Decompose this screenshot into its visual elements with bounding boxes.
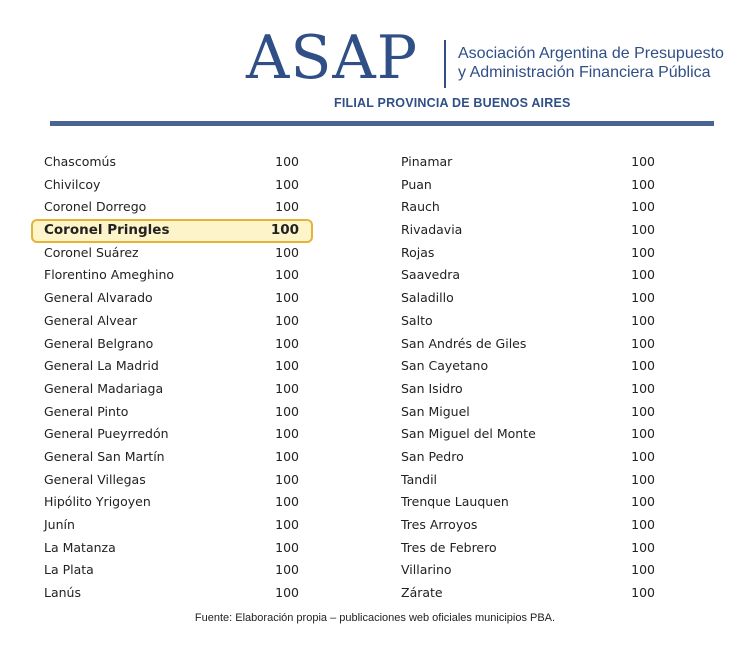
- table-row: [401, 514, 671, 537]
- score-value: 100: [631, 380, 655, 396]
- table-row: [401, 446, 671, 469]
- table-row: [401, 378, 671, 401]
- municipality-name: Junín: [44, 517, 75, 532]
- municipality-name: General San Martín: [44, 448, 165, 464]
- table-row: [401, 582, 671, 605]
- score-value: 100: [631, 562, 655, 578]
- score-value: 100: [631, 426, 655, 442]
- municipality-name: Rojas: [401, 244, 435, 260]
- municipality-name: General Alvarado: [44, 290, 153, 306]
- municipality-name: Salto: [401, 312, 433, 328]
- org-name-line1: Asociación Argentina de Presupuesto: [458, 45, 724, 62]
- score-value: 100: [275, 585, 299, 601]
- table-row: [401, 310, 671, 333]
- municipality-name: Tres de Febrero: [401, 539, 497, 555]
- table-row: [44, 401, 314, 424]
- score-value: 100: [275, 244, 299, 260]
- score-value: 100: [631, 335, 655, 351]
- table-row: [401, 401, 671, 424]
- municipality-name: General Belgrano: [44, 335, 154, 351]
- asap-logo: ASAP: [246, 23, 419, 93]
- table-row: [401, 196, 671, 219]
- municipality-name: La Matanza: [44, 539, 116, 555]
- table-row: [44, 242, 314, 265]
- table-row: [401, 242, 671, 265]
- score-value: 100: [631, 222, 655, 238]
- table-row: [401, 423, 671, 446]
- municipality-name: Hipólito Yrigoyen: [44, 494, 151, 510]
- score-value: 100: [631, 312, 655, 328]
- municipality-name: General Alvear: [44, 312, 138, 328]
- table-row: [44, 196, 314, 219]
- document-header: [0, 0, 750, 130]
- score-value: 100: [275, 176, 299, 192]
- municipality-name: General Pinto: [44, 403, 129, 419]
- table-row: [44, 219, 314, 242]
- table-row: [44, 174, 314, 197]
- table-row: [44, 514, 314, 537]
- score-value: 100: [275, 403, 299, 419]
- municipality-name: General La Madrid: [44, 358, 159, 374]
- municipality-name: Zárate: [401, 585, 443, 601]
- municipality-name: General Pueyrredón: [44, 426, 169, 442]
- municipality-name: General Villegas: [44, 471, 146, 487]
- municipality-name: La Plata: [44, 562, 94, 578]
- municipality-name: Florentino Ameghino: [44, 267, 175, 283]
- table-row: [44, 491, 314, 514]
- table-row: [44, 287, 314, 310]
- source-footnote: Fuente: Elaboración propia – publicaciones web oficiales municipios PBA.: [194, 612, 556, 624]
- municipality-name: Saladillo: [401, 290, 454, 306]
- table-row: [401, 469, 671, 492]
- score-value: 100: [631, 539, 655, 555]
- left-column: [44, 151, 314, 605]
- municipality-name: San Miguel: [401, 403, 470, 419]
- score-value: 100: [275, 267, 299, 283]
- table-row: [44, 355, 314, 378]
- filial-title: FILIAL PROVINCIA DE BUENOS AIRES: [334, 96, 571, 110]
- municipality-name: San Miguel del Monte: [401, 426, 536, 442]
- municipality-name: Chascomús: [44, 154, 116, 169]
- table-row: [401, 559, 671, 582]
- score-value: 100: [631, 199, 655, 215]
- score-value: 100: [275, 290, 299, 306]
- score-value: 100: [275, 312, 299, 328]
- table-row: [44, 559, 314, 582]
- table-row: [44, 537, 314, 560]
- score-value: 100: [275, 380, 299, 396]
- score-value: 100: [631, 471, 655, 487]
- municipality-name: Tandil: [401, 471, 438, 487]
- score-value: 100: [631, 154, 655, 169]
- score-value: 100: [631, 267, 655, 283]
- score-value: 100: [270, 222, 299, 239]
- score-value: 100: [631, 585, 655, 601]
- table-row: [401, 287, 671, 310]
- municipality-name: Trenque Lauquen: [401, 494, 509, 510]
- municipality-name: Rauch: [401, 199, 440, 215]
- municipality-name: San Andrés de Giles: [401, 335, 527, 351]
- table-row: [44, 423, 314, 446]
- score-value: 100: [275, 471, 299, 487]
- municipality-name: Villarino: [401, 562, 452, 578]
- table-row: [401, 219, 671, 242]
- municipality-name: San Cayetano: [401, 358, 489, 374]
- table-row: [44, 582, 314, 605]
- table-row: [401, 151, 671, 174]
- score-value: 100: [631, 244, 655, 260]
- table-row: [44, 446, 314, 469]
- municipality-name: San Pedro: [401, 448, 464, 464]
- score-value: 100: [275, 517, 299, 532]
- score-value: 100: [631, 517, 655, 532]
- table-row: [44, 469, 314, 492]
- org-name-line2: y Administración Financiera Pública: [458, 64, 711, 81]
- table-row: [401, 264, 671, 287]
- score-value: 100: [275, 154, 299, 169]
- score-value: 100: [631, 176, 655, 192]
- score-value: 100: [275, 358, 299, 374]
- table-row: [44, 333, 314, 356]
- table-row: [44, 264, 314, 287]
- score-value: 100: [631, 448, 655, 464]
- score-value: 100: [275, 494, 299, 510]
- score-value: 100: [275, 335, 299, 351]
- municipality-name: General Madariaga: [44, 380, 164, 396]
- table-row: [401, 333, 671, 356]
- score-value: 100: [631, 403, 655, 419]
- score-value: 100: [275, 426, 299, 442]
- logo-divider: [444, 40, 446, 88]
- table-row: [401, 355, 671, 378]
- right-column: [401, 151, 671, 605]
- municipality-name: Rivadavia: [401, 222, 463, 238]
- table-row: [44, 151, 314, 174]
- municipality-name: Coronel Dorrego: [44, 199, 147, 215]
- table-row: [401, 537, 671, 560]
- score-value: 100: [275, 199, 299, 215]
- score-value: 100: [631, 290, 655, 306]
- header-divider: [50, 121, 714, 126]
- municipality-name: Puan: [401, 176, 432, 192]
- score-value: 100: [275, 539, 299, 555]
- municipality-name: Coronel Suárez: [44, 244, 139, 260]
- municipality-name: Coronel Pringles: [44, 222, 170, 239]
- table-row: [401, 491, 671, 514]
- municipality-name: Chivilcoy: [44, 176, 101, 192]
- table-row: [44, 378, 314, 401]
- municipality-name: Saavedra: [401, 267, 461, 283]
- table-row: [401, 174, 671, 197]
- municipality-name: Tres Arroyos: [401, 517, 478, 532]
- score-value: 100: [275, 562, 299, 578]
- score-value: 100: [631, 358, 655, 374]
- table-row: [44, 310, 314, 333]
- municipality-name: San Isidro: [401, 380, 463, 396]
- score-value: 100: [275, 448, 299, 464]
- score-value: 100: [631, 494, 655, 510]
- municipality-name: Lanús: [44, 585, 81, 601]
- municipality-name: Pinamar: [401, 154, 453, 169]
